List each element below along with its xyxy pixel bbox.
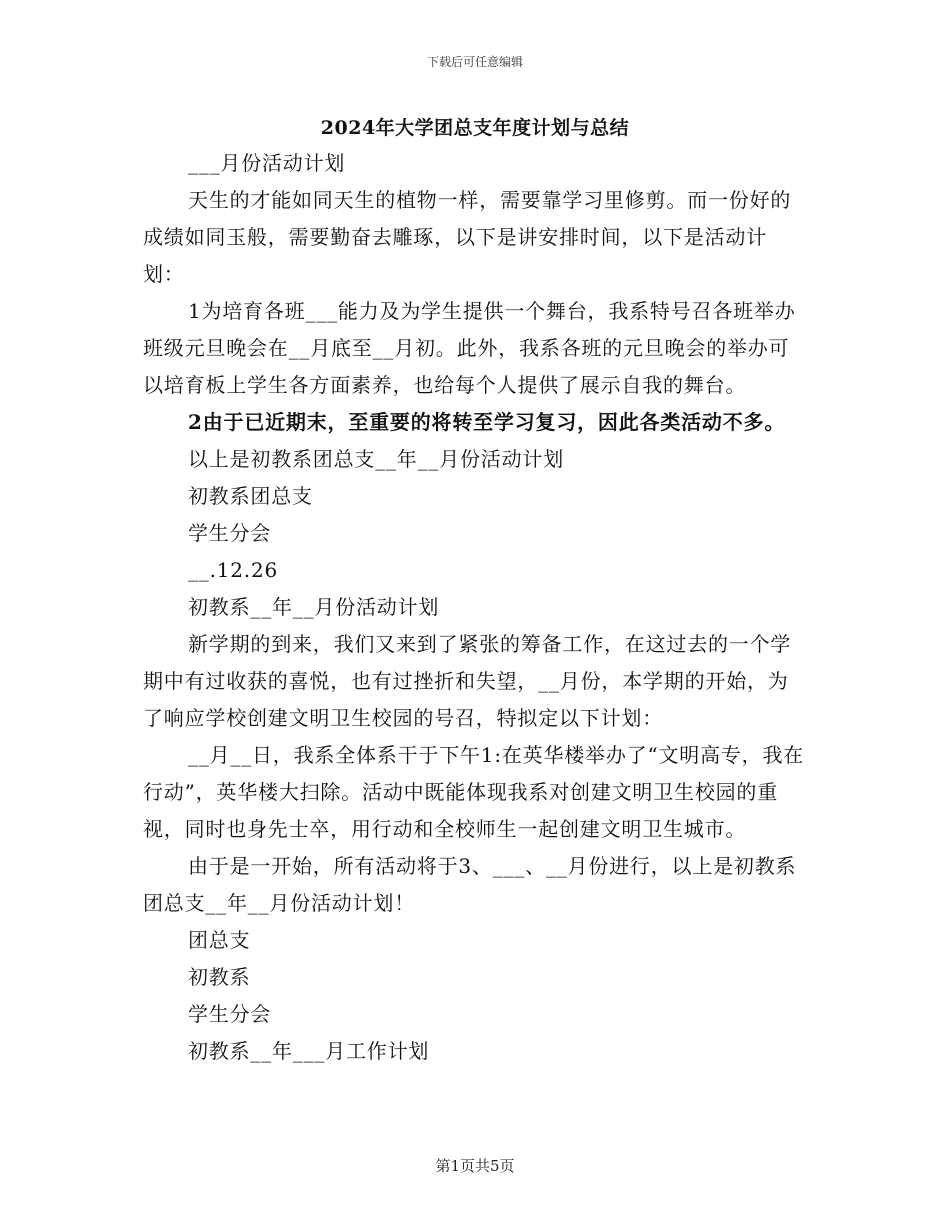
paragraph-new-semester: 新学期的到来，我们又来到了紧张的筹备工作，在这过去的一个学期中有过收获的喜悦，也有过挫折和失望，__月份，本学期的开始，为了响应学校创建文明卫生校园的号召，特拟定以下计划： bbox=[143, 632, 792, 730]
signature-student-branch: 学生分会 bbox=[188, 1002, 272, 1026]
signature-date: __.12.26 bbox=[188, 558, 279, 582]
paragraph-closing: 由于是一开始，所有活动将于3、___、__月份进行，以上是初教系团总支__年__月份活动计划！ bbox=[143, 854, 797, 915]
paragraph-summary-line: 以上是初教系团总支__年__月份活动计划 bbox=[188, 447, 564, 471]
section-heading-monthly-plan: 初教系__年__月份活动计划 bbox=[188, 595, 440, 619]
section-heading-work-plan: 初教系__年___月工作计划 bbox=[188, 1039, 430, 1063]
signature-league: 团总支 bbox=[188, 928, 251, 952]
signature-sub-org: 学生分会 bbox=[188, 521, 272, 545]
section-heading-activity-plan: ___月份活动计划 bbox=[188, 151, 346, 175]
paragraph-cleanup-event: __月__日，我系全体系干于下午1:在英华楼举办了“文明高专，我在行动”，英华楼大扫除。活动中既能体现我系对创建文明卫生校园的重视，同时也身先士卒，用行动和全校师生一起创建文明卫生城市。 bbox=[143, 743, 805, 841]
document-body bbox=[143, 145, 808, 1070]
paragraph-item-2: 2由于已近期末，至重要的将转至学习复习，因此各类活动不多。 bbox=[188, 410, 786, 434]
document-title: 2024年大学团总支年度计划与总结 bbox=[320, 117, 630, 139]
paragraph-intro: 天生的才能如同天生的植物一样，需要靠学习里修剪。而一份好的成绩如同玉般，需要勤奋去雕琢，以下是讲安排时间，以下是活动计划： bbox=[143, 188, 792, 286]
signature-department: 初教系 bbox=[188, 965, 251, 989]
paragraph-item-1: 1为培育各班___能力及为学生提供一个舞台，我系特号召各班举办班级元旦晚会在__月底至__月初。此外，我系各班的元旦晚会的举办可以培育板上学生各方面素养，也给每个人提供了展示自我的舞台。 bbox=[143, 299, 796, 397]
signature-org: 初教系团总支 bbox=[188, 484, 313, 508]
page-header: 下载后可任意编辑 bbox=[426, 55, 523, 69]
page-footer: 第1页共5页 bbox=[435, 1157, 515, 1175]
